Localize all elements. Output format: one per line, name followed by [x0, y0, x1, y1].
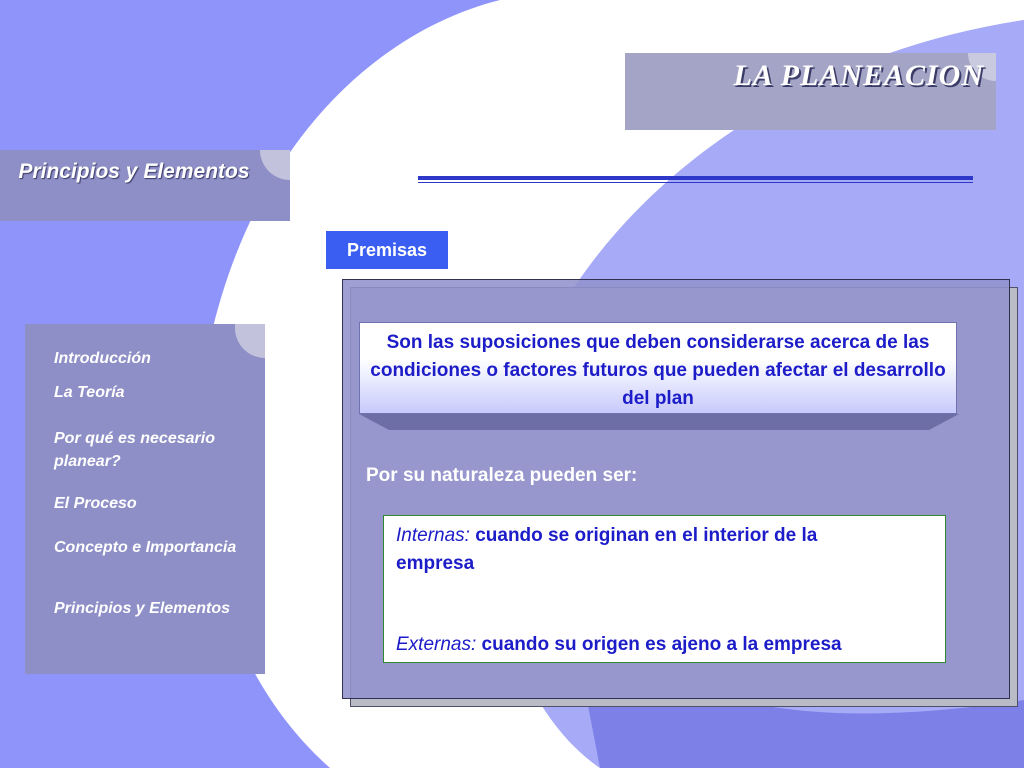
definition-bevel — [359, 414, 959, 430]
externas-term: Externas: — [396, 634, 477, 655]
nav-item-introduccion[interactable]: Introducción — [54, 350, 151, 367]
title-box — [625, 53, 996, 130]
nav-item-principios-elementos[interactable]: Principios y Elementos — [54, 600, 231, 617]
internas-term: Internas: — [396, 525, 470, 546]
section-header — [0, 150, 290, 221]
externas-text: cuando su origen es ajeno a la empresa — [476, 634, 842, 655]
section-title: Principios y Elementos — [18, 160, 250, 183]
definition-box: Son las suposiciones que deben considerarse acerca de las condiciones o factores futuros que pueden afectar el desarrollo del plan — [359, 322, 957, 414]
nav-item-el-proceso[interactable]: El Proceso — [54, 495, 137, 512]
title-underline-thin — [418, 182, 973, 183]
premisas-tag: Premisas — [326, 231, 448, 269]
nav-item-concepto-importancia[interactable]: Concepto e Importancia — [54, 539, 237, 556]
title-underline — [418, 176, 973, 180]
page-title: LA PLANEACION — [733, 59, 984, 92]
externas-item — [396, 631, 946, 659]
nav-item-la-teoria[interactable]: La Teoría — [54, 384, 125, 401]
nav-item-por-que-planear[interactable]: Por qué es necesario planear? — [54, 430, 215, 470]
types-box — [383, 515, 946, 663]
internas-item — [396, 522, 876, 578]
naturaleza-label: Por su naturaleza pueden ser: — [366, 465, 638, 486]
nav-panel — [25, 324, 265, 674]
internas-text: cuando se originan en el interior de la empresa — [396, 525, 818, 574]
